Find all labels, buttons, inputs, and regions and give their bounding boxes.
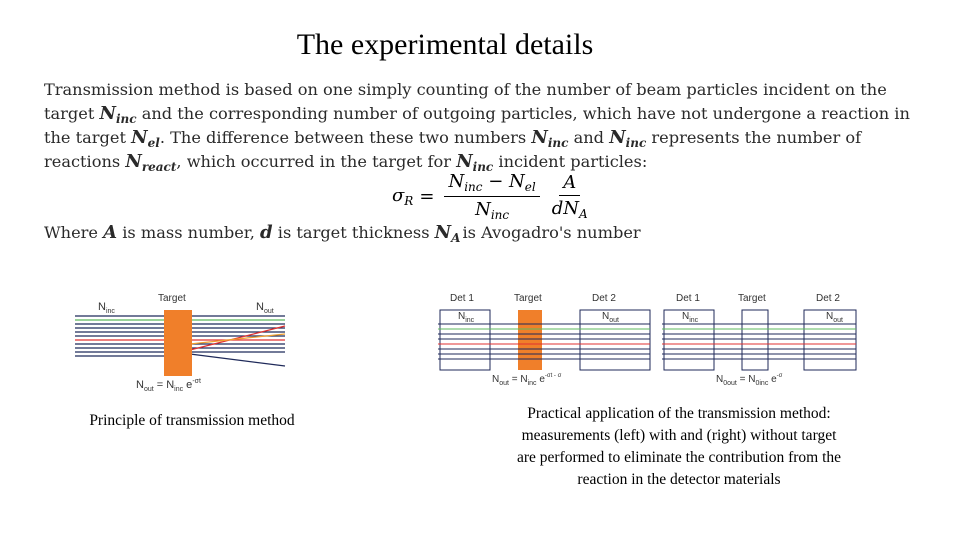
attenuation-equation: $N_{out} = N_{inc}$ $e^{-\sigma t - \sigma}$ [492, 373, 562, 387]
target-label: Target [738, 293, 766, 304]
equals-sign: = [419, 185, 435, 207]
symbol-n-inc: $N_{inc}$ [609, 127, 647, 150]
description-paragraph [44, 78, 924, 174]
symbol-n-inc: $N_{inc}$ [531, 127, 569, 150]
det1-label: Det 1 [450, 293, 474, 304]
target-block [164, 310, 192, 376]
caption-line: reaction in the detector materials [577, 471, 781, 488]
paragraph-line-3 [44, 126, 924, 150]
det1-label: Det 1 [676, 293, 700, 304]
det2-label: Det 2 [816, 293, 840, 304]
fraction-2: $\frac{A}{dN_A}$ [551, 171, 588, 221]
text: Transmission method is based on one simply counting of the number of beam particles incident on the [44, 80, 887, 99]
empty-target-frame [742, 310, 768, 370]
text: the target [44, 128, 126, 147]
n-out-label: $N_{out}$ [256, 301, 274, 315]
text: incident particles: [498, 152, 648, 171]
text: . The difference between these two numbers [159, 128, 527, 147]
cross-section-formula [392, 168, 596, 224]
text: , which occurred in the target for [176, 152, 452, 171]
n-out-label: $N_{out}$ [826, 311, 843, 324]
caption-principle: Principle of transmission method [89, 412, 295, 429]
text: represents the number of [651, 128, 862, 147]
symbol-n-inc: $N_{inc}$ [456, 151, 494, 174]
caption-line: are performed to eliminate the contribution from the [516, 449, 842, 466]
sigma-r: $\sigma_R$ [392, 184, 414, 208]
text: reactions [44, 152, 121, 171]
n-out-label: $N_{out}$ [602, 311, 619, 324]
fraction-1: $\frac{N_{inc} - N_{el}}{N_{inc}}$ [444, 171, 539, 222]
where-line: Where A is mass number, d is target thickness $N_A$ is Avogadro's number [44, 222, 641, 245]
n-inc-label: $N_{inc}$ [458, 311, 475, 324]
text: and [573, 128, 605, 147]
text: and the corresponding number of outgoing particles, which have not undergone a reaction in [141, 104, 910, 123]
target-block [518, 310, 542, 370]
attenuation-equation: $N_{0out} = N_{0inc}$ $e^{-\sigma}$ [716, 373, 783, 387]
n-inc-label: $N_{inc}$ [98, 301, 115, 315]
symbol-n-react: $N_{react}$ [125, 151, 177, 174]
target-label: Target [514, 293, 542, 304]
caption-line: measurements (left) with and (right) without target [521, 427, 837, 444]
n-inc-label: $N_{inc}$ [682, 311, 699, 324]
symbol-n-el: $N_{el}$ [131, 127, 160, 150]
paragraph-line-1 [44, 78, 924, 102]
transmission-principle-figure [70, 286, 290, 396]
target-label: Target [158, 293, 186, 304]
caption-practical [470, 403, 888, 491]
paragraph-line-2 [44, 102, 924, 126]
caption-line: Practical application of the transmission method: [527, 405, 831, 422]
symbol-n-inc: $N_{inc}$ [99, 103, 137, 126]
text: target [44, 104, 95, 123]
attenuation-equation: $N_{out} = N_{inc}$ $e^{-\sigma t}$ [136, 378, 201, 393]
without-target-figure [660, 288, 860, 388]
page-title: The experimental details [296, 28, 594, 61]
with-target-figure [436, 288, 654, 388]
det2-label: Det 2 [592, 293, 616, 304]
